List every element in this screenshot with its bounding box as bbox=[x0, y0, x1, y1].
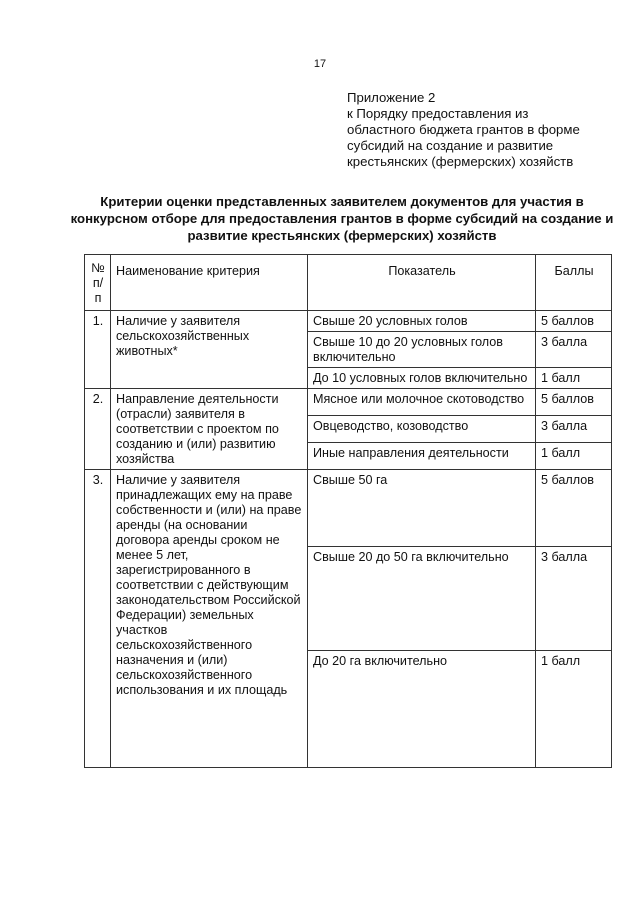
indicator-cell: Свыше 10 до 20 условных голов включительно bbox=[308, 332, 536, 368]
header-indicator: Показатель bbox=[308, 255, 536, 311]
score-cell: 3 балла bbox=[536, 416, 612, 443]
indicator-cell: Иные направления деятельности bbox=[308, 443, 536, 470]
score-cell: 3 балла bbox=[536, 332, 612, 368]
indicator-cell: Свыше 20 условных голов bbox=[308, 311, 536, 332]
score-cell: 1 балл bbox=[536, 443, 612, 470]
appendix-line: крестьянских (фермерских) хозяйств bbox=[347, 154, 574, 169]
score-cell: 1 балл bbox=[536, 368, 612, 389]
score-cell: 1 балл bbox=[536, 651, 612, 768]
score-cell: 5 баллов bbox=[536, 470, 612, 547]
row-num: 2. bbox=[85, 389, 111, 470]
table-row bbox=[85, 311, 612, 332]
table-row bbox=[85, 389, 612, 416]
criterion-cell: Наличие у заявителя сельскохозяйственных животных* bbox=[111, 311, 308, 389]
header-score: Баллы bbox=[536, 255, 612, 311]
indicator-cell: До 20 га включительно bbox=[308, 651, 536, 768]
indicator-cell: Свыше 20 до 50 га включительно bbox=[308, 547, 536, 651]
criteria-table bbox=[84, 254, 612, 768]
score-cell: 5 баллов bbox=[536, 389, 612, 416]
appendix-note bbox=[347, 90, 580, 170]
appendix-line: областного бюджета грантов в форме bbox=[347, 122, 580, 137]
score-cell: 3 балла bbox=[536, 547, 612, 651]
header-num: № п/п bbox=[85, 255, 111, 311]
criterion-cell: Направление деятельности (отрасли) заявителя в соответствии с проектом по созданию и (или) развитию хозяйства bbox=[111, 389, 308, 470]
criterion-cell: Наличие у заявителя принадлежащих ему на праве собственности и (или) на праве аренды (на основании договора аренды сроком не менее 5 лет, зарегистрированного в соответствии с действующим законодательством Российской Федерации) земельных участков сельскохозяйственного назначения и (или) сельскохозяйственного использования и их площадь bbox=[111, 470, 308, 768]
row-num: 3. bbox=[85, 470, 111, 768]
header-criterion: Наименование критерия bbox=[111, 255, 308, 311]
indicator-cell: Овцеводство, козоводство bbox=[308, 416, 536, 443]
row-num: 1. bbox=[85, 311, 111, 389]
document-title: Критерии оценки представленных заявителем документов для участия в конкурсном отборе для предоставления грантов в форме субсидий на создание и развитие крестьянских (фермерских) хозяйств bbox=[70, 194, 614, 243]
indicator-cell: До 10 условных голов включительно bbox=[308, 368, 536, 389]
table-row bbox=[85, 470, 612, 547]
appendix-line: к Порядку предоставления из bbox=[347, 106, 529, 121]
appendix-line: субсидий на создание и развитие bbox=[347, 138, 554, 153]
indicator-cell: Мясное или молочное скотоводство bbox=[308, 389, 536, 416]
indicator-cell: Свыше 50 га bbox=[308, 470, 536, 547]
score-cell: 5 баллов bbox=[536, 311, 612, 332]
appendix-line: Приложение 2 bbox=[347, 90, 436, 105]
page-number: 17 bbox=[313, 58, 327, 70]
table-header-row bbox=[85, 255, 612, 311]
